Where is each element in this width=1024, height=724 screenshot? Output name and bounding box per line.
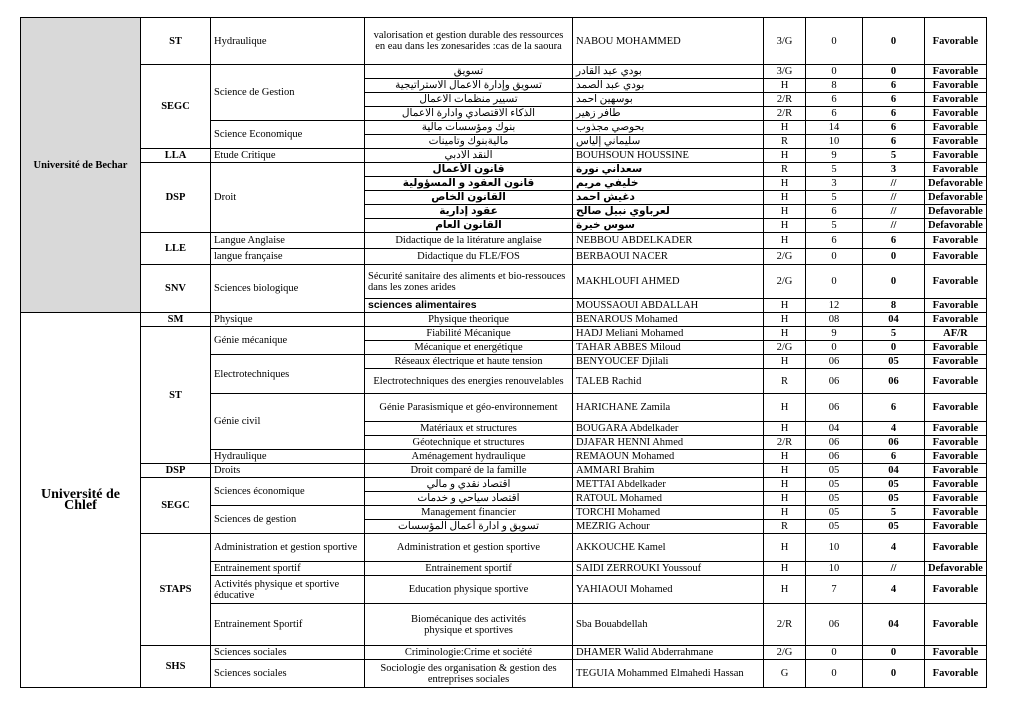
score-cell: 06	[863, 436, 925, 450]
score-cell: 05	[863, 355, 925, 369]
note-cell: 8	[806, 79, 863, 93]
university-cell: Université de Bechar	[21, 18, 141, 313]
speciality-cell: Droit	[211, 163, 365, 233]
speciality-cell: Génie mécanique	[211, 327, 365, 355]
note-cell: 0	[806, 660, 863, 688]
candidate-name-cell: BENYOUCEF Djilali	[573, 355, 764, 369]
speciality-cell: Etude Critique	[211, 149, 365, 163]
department-cell: ST	[141, 18, 211, 65]
score-cell: 6	[863, 121, 925, 135]
candidate-name-cell: سعداني نورة	[573, 163, 764, 177]
candidate-name-cell: BOUGARA Abdelkader	[573, 422, 764, 436]
speciality-cell: Sciences sociales	[211, 646, 365, 660]
candidate-name-cell: TORCHI Mohamed	[573, 506, 764, 520]
speciality-cell: Physique	[211, 313, 365, 327]
score-cell: //	[863, 205, 925, 219]
grade-cell: H	[764, 149, 806, 163]
candidate-name-cell: YAHIAOUI Mohamed	[573, 576, 764, 604]
score-cell: 6	[863, 233, 925, 249]
grade-cell: R	[764, 520, 806, 534]
grade-cell: 2/G	[764, 249, 806, 265]
score-cell: 6	[863, 135, 925, 149]
decision-cell: Favorable	[925, 93, 987, 107]
grade-cell: H	[764, 506, 806, 520]
department-cell: STAPS	[141, 534, 211, 646]
score-cell: //	[863, 177, 925, 191]
decision-cell: Favorable	[925, 604, 987, 646]
grade-cell: 2/R	[764, 107, 806, 121]
theme-cell: valorisation et gestion durable des ressources en eau dans les zonesarides :cas de la saoura	[365, 18, 573, 65]
decision-cell: Favorable	[925, 394, 987, 422]
note-cell: 3	[806, 177, 863, 191]
decision-cell: Favorable	[925, 121, 987, 135]
score-cell: 04	[863, 313, 925, 327]
theme-cell: Management financier	[365, 506, 573, 520]
decision-cell: Favorable	[925, 492, 987, 506]
note-cell: 05	[806, 520, 863, 534]
decision-cell: Defavorable	[925, 177, 987, 191]
grade-cell: 2/R	[764, 604, 806, 646]
theme-cell: Mécanique et energétique	[365, 341, 573, 355]
grade-cell: R	[764, 135, 806, 149]
note-cell: 05	[806, 506, 863, 520]
theme-cell: Matériaux et structures	[365, 422, 573, 436]
theme-cell: Electrotechniques des energies renouvelables	[365, 369, 573, 394]
theme-cell: Fiabilité Mécanique	[365, 327, 573, 341]
grade-cell: H	[764, 355, 806, 369]
theme-cell: تسويق	[365, 65, 573, 79]
grade-cell: H	[764, 205, 806, 219]
department-cell: LLE	[141, 233, 211, 265]
note-cell: 14	[806, 121, 863, 135]
theme-cell: Génie Parasismique et géo-environnement	[365, 394, 573, 422]
note-cell: 5	[806, 219, 863, 233]
decision-cell: Favorable	[925, 478, 987, 492]
decision-cell: Favorable	[925, 576, 987, 604]
speciality-cell: langue française	[211, 249, 365, 265]
candidate-name-cell: METTAI Abdelkader	[573, 478, 764, 492]
candidate-name-cell: TEGUIA Mohammed Elmahedi Hassan	[573, 660, 764, 688]
theme-cell: Administration et gestion sportive	[365, 534, 573, 562]
grade-cell: H	[764, 177, 806, 191]
decision-cell: Favorable	[925, 135, 987, 149]
decision-cell: Favorable	[925, 341, 987, 355]
candidate-name-cell: DJAFAR HENNI Ahmed	[573, 436, 764, 450]
grade-cell: H	[764, 79, 806, 93]
speciality-cell: Electrotechniques	[211, 355, 365, 394]
decision-cell: Favorable	[925, 660, 987, 688]
speciality-cell: Sciences de gestion	[211, 506, 365, 534]
note-cell: 06	[806, 450, 863, 464]
note-cell: 05	[806, 478, 863, 492]
candidate-name-cell: طافر زهير	[573, 107, 764, 121]
score-cell: 6	[863, 394, 925, 422]
grade-cell: H	[764, 219, 806, 233]
candidate-name-cell: BOUHSOUN HOUSSINE	[573, 149, 764, 163]
theme-cell: Education physique sportive	[365, 576, 573, 604]
candidate-name-cell: NEBBOU ABDELKADER	[573, 233, 764, 249]
speciality-cell: Science de Gestion	[211, 65, 365, 121]
note-cell: 08	[806, 313, 863, 327]
candidate-name-cell: TAHAR ABBES Miloud	[573, 341, 764, 355]
score-cell: 8	[863, 299, 925, 313]
candidate-name-cell: TALEB Rachid	[573, 369, 764, 394]
candidate-name-cell: MEZRIG Achour	[573, 520, 764, 534]
score-cell: 0	[863, 249, 925, 265]
note-cell: 5	[806, 163, 863, 177]
theme-cell: الذكاء الاقتصادي وادارة الاعمال	[365, 107, 573, 121]
decision-cell: Favorable	[925, 313, 987, 327]
theme-cell: Biomécanique des activités physique et sportives	[365, 604, 573, 646]
theme-cell: Entrainement sportif	[365, 562, 573, 576]
theme-cell: ماليةبنوك وتأمينات	[365, 135, 573, 149]
note-cell: 6	[806, 205, 863, 219]
decision-cell: Favorable	[925, 149, 987, 163]
score-cell: 5	[863, 149, 925, 163]
score-cell: 4	[863, 422, 925, 436]
grade-cell: H	[764, 327, 806, 341]
score-cell: 5	[863, 506, 925, 520]
grade-cell: 3/G	[764, 18, 806, 65]
theme-cell: القانون العام	[365, 219, 573, 233]
theme-cell: اقتصاد سياحي و خدمات	[365, 492, 573, 506]
grade-cell: 2/G	[764, 265, 806, 299]
decision-cell: Favorable	[925, 520, 987, 534]
theme-cell: Sécurité sanitaire des aliments et bio-ressouces dans les zones arides	[365, 265, 573, 299]
decision-cell: Favorable	[925, 422, 987, 436]
note-cell: 6	[806, 93, 863, 107]
grade-cell: 2/G	[764, 341, 806, 355]
decision-cell: Favorable	[925, 65, 987, 79]
speciality-cell: Entrainement Sportif	[211, 604, 365, 646]
grade-cell: H	[764, 534, 806, 562]
speciality-cell: Entrainement sportif	[211, 562, 365, 576]
theme-cell: بنوك ومؤسسات مالية	[365, 121, 573, 135]
theme-cell: تسويق وإدارة الاعمال الاستراتيجية	[365, 79, 573, 93]
decision-cell: Favorable	[925, 464, 987, 478]
theme-cell: تسويق و ادارة أعمال المؤسسات	[365, 520, 573, 534]
theme-cell: Criminologie:Crime et société	[365, 646, 573, 660]
speciality-cell: Activités physique et sportive éducative	[211, 576, 365, 604]
theme-cell: Sociologie des organisation & gestion des entreprises sociales	[365, 660, 573, 688]
score-cell: 0	[863, 265, 925, 299]
score-cell: 04	[863, 464, 925, 478]
note-cell: 12	[806, 299, 863, 313]
candidate-name-cell: HARICHANE Zamila	[573, 394, 764, 422]
note-cell: 0	[806, 65, 863, 79]
speciality-cell: Administration et gestion sportive	[211, 534, 365, 562]
grade-cell: H	[764, 464, 806, 478]
note-cell: 04	[806, 422, 863, 436]
decision-cell: Favorable	[925, 506, 987, 520]
department-cell: DSP	[141, 464, 211, 478]
note-cell: 9	[806, 327, 863, 341]
candidate-name-cell: RATOUL Mohamed	[573, 492, 764, 506]
decision-cell: Defavorable	[925, 191, 987, 205]
note-cell: 6	[806, 107, 863, 121]
department-cell: ST	[141, 327, 211, 464]
theme-cell: النقد الادبي	[365, 149, 573, 163]
grade-cell: R	[764, 163, 806, 177]
decision-cell: Favorable	[925, 233, 987, 249]
grade-cell: 2/R	[764, 436, 806, 450]
note-cell: 0	[806, 265, 863, 299]
department-cell: SEGC	[141, 65, 211, 149]
score-cell: 0	[863, 18, 925, 65]
note-cell: 0	[806, 341, 863, 355]
candidate-name-cell: MOUSSAOUI ABDALLAH	[573, 299, 764, 313]
note-cell: 10	[806, 534, 863, 562]
decision-cell: Favorable	[925, 646, 987, 660]
speciality-cell: Hydraulique	[211, 450, 365, 464]
grade-cell: G	[764, 660, 806, 688]
theme-cell: Géotechnique et structures	[365, 436, 573, 450]
grade-cell: H	[764, 313, 806, 327]
score-cell: 0	[863, 65, 925, 79]
score-cell: 5	[863, 327, 925, 341]
department-cell: DSP	[141, 163, 211, 233]
candidate-name-cell: سليماني إلياس	[573, 135, 764, 149]
grade-cell: H	[764, 422, 806, 436]
score-cell: 05	[863, 520, 925, 534]
theme-cell: القانون الخاص	[365, 191, 573, 205]
decision-cell: Defavorable	[925, 205, 987, 219]
note-cell: 05	[806, 492, 863, 506]
candidate-name-cell: AKKOUCHE Kamel	[573, 534, 764, 562]
speciality-cell: Sciences économique	[211, 478, 365, 506]
score-cell: 4	[863, 534, 925, 562]
candidate-name-cell: بودي عبد القادر	[573, 65, 764, 79]
theme-cell: قانون العقود و المسؤولية	[365, 177, 573, 191]
score-cell: //	[863, 219, 925, 233]
theme-cell: Didactique du FLE/FOS	[365, 249, 573, 265]
grade-cell: 2/R	[764, 93, 806, 107]
note-cell: 06	[806, 355, 863, 369]
grade-cell: H	[764, 191, 806, 205]
score-cell: //	[863, 191, 925, 205]
candidate-name-cell: NABOU MOHAMMED	[573, 18, 764, 65]
score-cell: 4	[863, 576, 925, 604]
decision-cell: Favorable	[925, 107, 987, 121]
note-cell: 0	[806, 646, 863, 660]
note-cell: 0	[806, 249, 863, 265]
score-cell: //	[863, 562, 925, 576]
note-cell: 06	[806, 369, 863, 394]
note-cell: 10	[806, 562, 863, 576]
decision-cell: Favorable	[925, 355, 987, 369]
decision-cell: Favorable	[925, 18, 987, 65]
note-cell: 10	[806, 135, 863, 149]
department-cell: SEGC	[141, 478, 211, 534]
theme-cell: Didactique de la litérature anglaise	[365, 233, 573, 249]
note-cell: 06	[806, 436, 863, 450]
commission-results-table	[20, 17, 987, 688]
department-cell: SHS	[141, 646, 211, 688]
grade-cell: H	[764, 233, 806, 249]
candidate-name-cell: دغيش احمد	[573, 191, 764, 205]
candidate-name-cell: MAKHLOUFI AHMED	[573, 265, 764, 299]
decision-cell: Favorable	[925, 299, 987, 313]
note-cell: 5	[806, 191, 863, 205]
grade-cell: R	[764, 369, 806, 394]
decision-cell: Favorable	[925, 249, 987, 265]
note-cell: 6	[806, 233, 863, 249]
theme-cell: Réseaux électrique et haute tension	[365, 355, 573, 369]
score-cell: 05	[863, 478, 925, 492]
note-cell: 06	[806, 604, 863, 646]
candidate-name-cell: خليفي مريم	[573, 177, 764, 191]
theme-cell: تسيير منظمات الاعمال	[365, 93, 573, 107]
decision-cell: Favorable	[925, 163, 987, 177]
speciality-cell: Droits	[211, 464, 365, 478]
decision-cell: Favorable	[925, 79, 987, 93]
score-cell: 06	[863, 369, 925, 394]
grade-cell: H	[764, 562, 806, 576]
department-cell: SM	[141, 313, 211, 327]
theme-cell: عقود إدارية	[365, 205, 573, 219]
score-cell: 04	[863, 604, 925, 646]
score-cell: 6	[863, 93, 925, 107]
score-cell: 3	[863, 163, 925, 177]
speciality-cell: Génie civil	[211, 394, 365, 450]
grade-cell: H	[764, 478, 806, 492]
candidate-name-cell: لعرباوي نبيل صالح	[573, 205, 764, 219]
candidate-name-cell: AMMARI Brahim	[573, 464, 764, 478]
candidate-name-cell: Sba Bouabdellah	[573, 604, 764, 646]
decision-cell: AF/R	[925, 327, 987, 341]
score-cell: 0	[863, 646, 925, 660]
theme-cell: اقتصاد نقدي و مالي	[365, 478, 573, 492]
decision-cell: Favorable	[925, 450, 987, 464]
candidate-name-cell: سوس خيرة	[573, 219, 764, 233]
note-cell: 06	[806, 394, 863, 422]
score-cell: 05	[863, 492, 925, 506]
grade-cell: 3/G	[764, 65, 806, 79]
theme-cell: Physique theorique	[365, 313, 573, 327]
decision-cell: Defavorable	[925, 219, 987, 233]
speciality-cell: Sciences biologique	[211, 265, 365, 313]
decision-cell: Favorable	[925, 436, 987, 450]
note-cell: 0	[806, 18, 863, 65]
grade-cell: H	[764, 299, 806, 313]
decision-cell: Favorable	[925, 534, 987, 562]
speciality-cell: Hydraulique	[211, 18, 365, 65]
candidate-name-cell: SAIDI ZERROUKI Youssouf	[573, 562, 764, 576]
candidate-name-cell: بودي عبد الصمد	[573, 79, 764, 93]
score-cell: 6	[863, 79, 925, 93]
grade-cell: H	[764, 450, 806, 464]
note-cell: 7	[806, 576, 863, 604]
decision-cell: Defavorable	[925, 562, 987, 576]
candidate-name-cell: REMAOUN Mohamed	[573, 450, 764, 464]
note-cell: 05	[806, 464, 863, 478]
speciality-cell: Sciences sociales	[211, 660, 365, 688]
theme-cell: Aménagement hydraulique	[365, 450, 573, 464]
note-cell: 9	[806, 149, 863, 163]
candidate-name-cell: بحوصي مجذوب	[573, 121, 764, 135]
candidate-name-cell: BERBAOUI NACER	[573, 249, 764, 265]
grade-cell: H	[764, 394, 806, 422]
theme-cell: قانون الأعمال	[365, 163, 573, 177]
candidate-name-cell: HADJ Meliani Mohamed	[573, 327, 764, 341]
candidate-name-cell: BENAROUS Mohamed	[573, 313, 764, 327]
score-cell: 6	[863, 450, 925, 464]
speciality-cell: Science Economique	[211, 121, 365, 149]
grade-cell: H	[764, 576, 806, 604]
score-cell: 0	[863, 660, 925, 688]
theme-cell: sciences alimentaires	[365, 299, 573, 313]
theme-cell: Droit comparé de la famille	[365, 464, 573, 478]
score-cell: 0	[863, 341, 925, 355]
decision-cell: Favorable	[925, 369, 987, 394]
department-cell: LLA	[141, 149, 211, 163]
decision-cell: Favorable	[925, 265, 987, 299]
score-cell: 6	[863, 107, 925, 121]
grade-cell: 2/G	[764, 646, 806, 660]
university-cell: Université de Chlef	[21, 313, 141, 688]
candidate-name-cell: بوسهين احمد	[573, 93, 764, 107]
grade-cell: H	[764, 121, 806, 135]
candidate-name-cell: DHAMER Walid Abderrahmane	[573, 646, 764, 660]
speciality-cell: Langue Anglaise	[211, 233, 365, 249]
grade-cell: H	[764, 492, 806, 506]
department-cell: SNV	[141, 265, 211, 313]
